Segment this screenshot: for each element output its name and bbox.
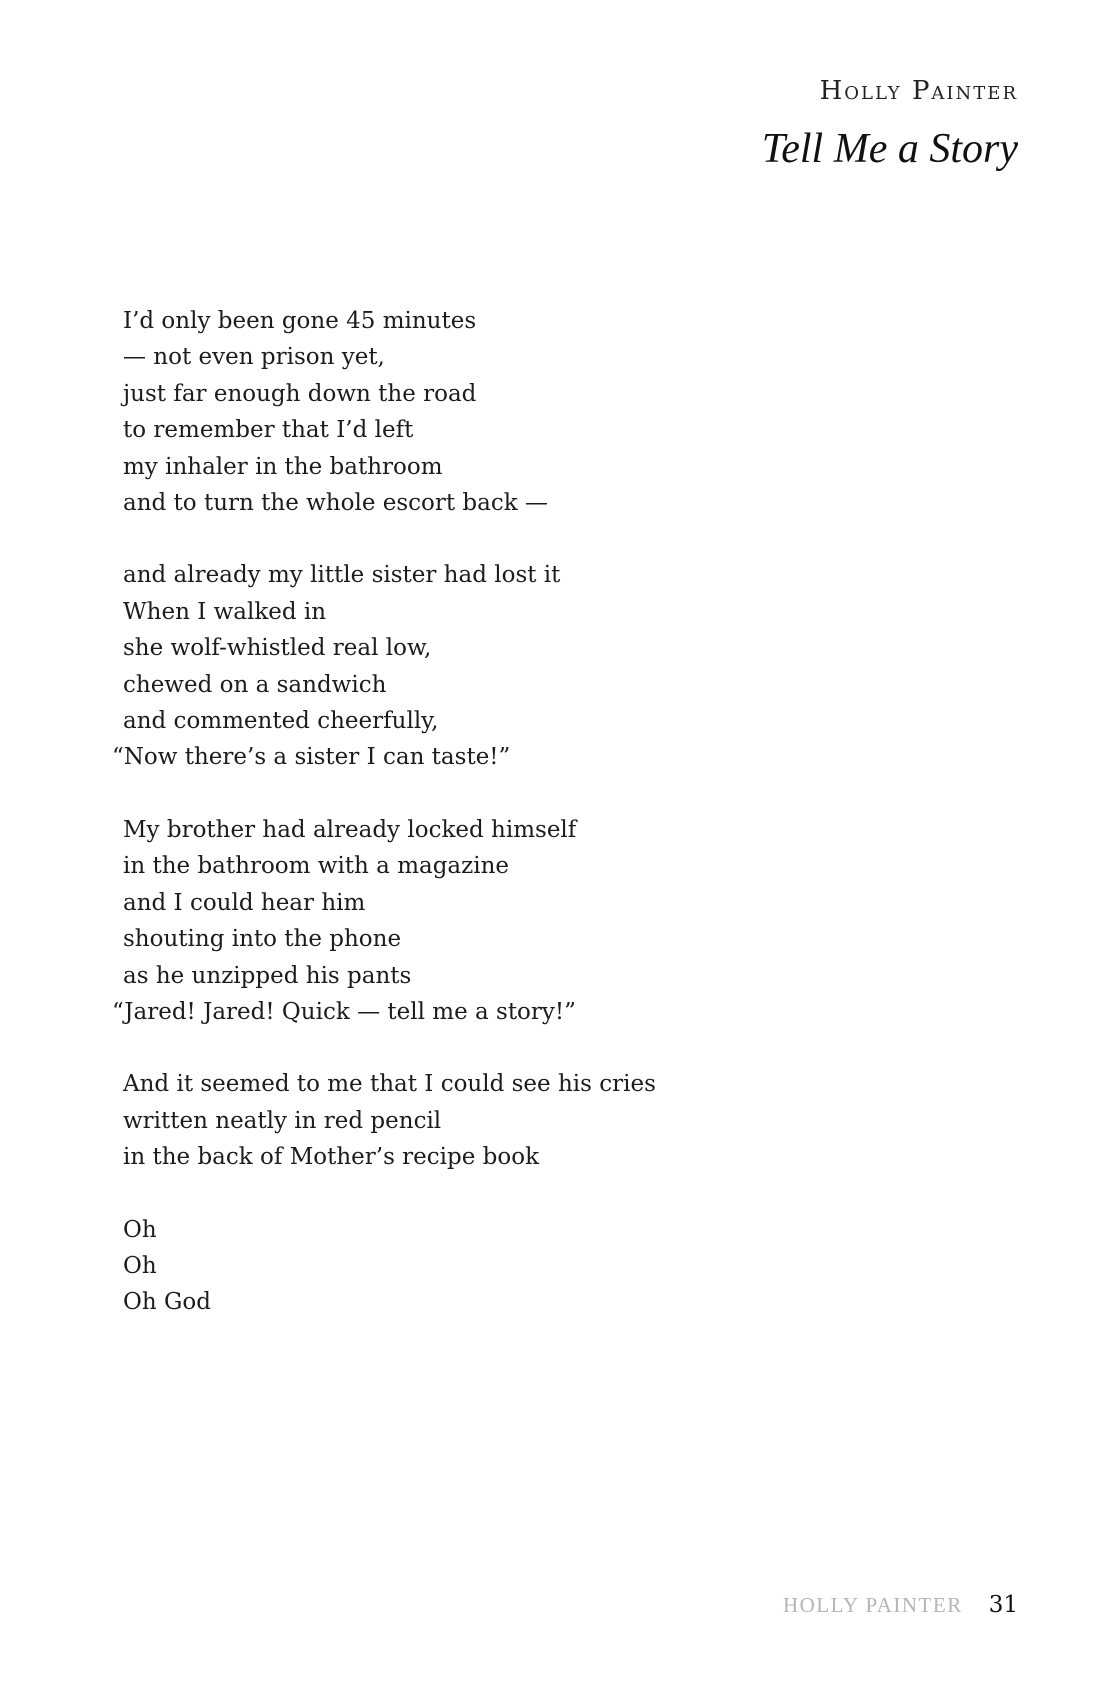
stanza-4 xyxy=(123,1066,823,1175)
poem-line: shouting into the phone xyxy=(123,926,402,953)
poem-line: chewed on a sandwich xyxy=(123,671,387,698)
poem-body xyxy=(112,303,823,1357)
running-footer-author: HOLLY PAINTER xyxy=(782,1593,963,1617)
poem-line: — not even prison yet, xyxy=(123,344,385,371)
stanza-3 xyxy=(112,812,823,1030)
poem-line: to remember that I’d left xyxy=(123,417,414,444)
poem-line: in the back of Mother’s recipe book xyxy=(123,1144,540,1171)
poem-line: she wolf-whistled real low, xyxy=(123,635,432,662)
page-footer xyxy=(783,1592,1018,1618)
poem-line: and commented cheerfully, xyxy=(123,708,439,735)
poem-line: as he unzipped his pants xyxy=(123,962,412,989)
page-header xyxy=(762,72,1018,174)
poem-line: and already my little sister had lost it xyxy=(123,562,561,589)
poem-line: just far enough down the road xyxy=(123,380,477,407)
stanza-5 xyxy=(123,1212,823,1321)
page-number: 31 xyxy=(988,1592,1018,1618)
poem-line: written neatly in red pencil xyxy=(123,1107,442,1134)
poem-line: Oh xyxy=(123,1216,157,1243)
stanza-2 xyxy=(112,557,823,775)
poem-line: and to turn the whole escort back — xyxy=(123,490,548,517)
poem-line: My brother had already locked himself xyxy=(123,816,577,843)
poem-title: Tell Me a Story xyxy=(761,126,1018,172)
poem-line: and I could hear him xyxy=(123,889,366,916)
poem-line: Oh xyxy=(123,1252,157,1279)
stanza-1 xyxy=(123,303,823,521)
poem-line: my inhaler in the bathroom xyxy=(123,453,443,480)
poem-line: in the bathroom with a magazine xyxy=(123,853,510,880)
poem-line: “Now there’s a sister I can taste!” xyxy=(112,744,511,771)
poem-line: When I walked in xyxy=(123,598,327,625)
poem-line: Oh God xyxy=(123,1289,211,1316)
poem-line: “Jared! Jared! Quick — tell me a story!” xyxy=(112,998,576,1025)
poem-line: And it seemed to me that I could see his cries xyxy=(123,1071,656,1098)
author-name: Holly Painter xyxy=(819,76,1018,106)
poem-line: I’d only been gone 45 minutes xyxy=(123,308,477,334)
